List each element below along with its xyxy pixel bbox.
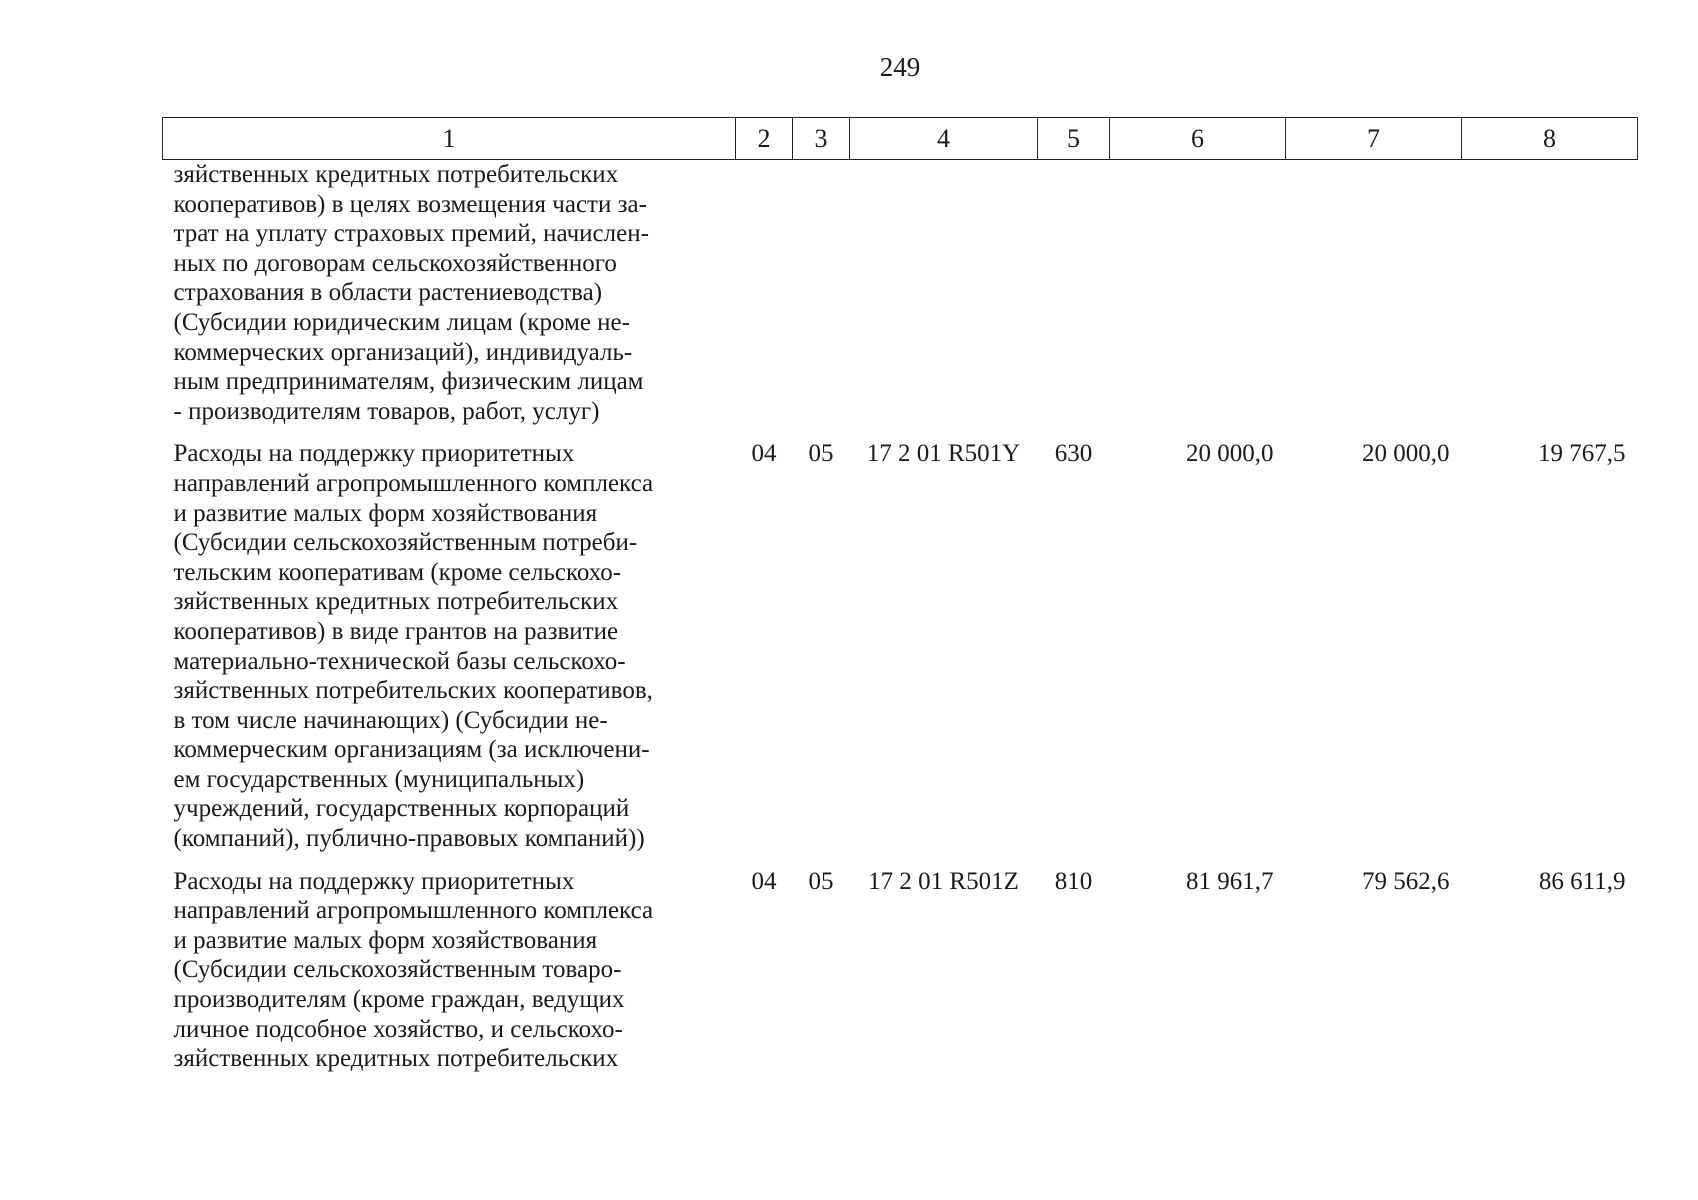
amount-col-6: 81 961,7 [1186, 867, 1274, 895]
target-article-code [850, 160, 1038, 427]
header-col-6: 6 [1110, 118, 1286, 160]
description-line: - производителям товаров, работ, услуг) [173, 397, 600, 425]
description-line: материально-технической базы сельскохо- [173, 647, 626, 675]
description-line: зяйственных кредитных потребительских [173, 588, 619, 616]
page-number: 249 [879, 52, 921, 82]
budget-table [162, 117, 1638, 1074]
amount-col-7: 79 562,6 [1362, 867, 1450, 895]
amount-col-6: 20 000,0 [1186, 440, 1274, 468]
header-col-1: 1 [163, 118, 736, 160]
section-code [736, 160, 793, 427]
header-col-3: 3 [793, 118, 850, 160]
header-col-4: 4 [850, 118, 1038, 160]
description-line: направлений агропромышленного комплекса [173, 897, 654, 925]
table-row [163, 854, 1638, 1074]
description-line: зяйственных кредитных потребительских [173, 1045, 619, 1073]
table-body [163, 160, 1638, 1074]
table-row [163, 160, 1638, 427]
description-line: (компаний), публично-правовых компаний)) [173, 825, 645, 853]
description-line: страхования в области растениеводства) [173, 279, 603, 307]
header-col-7: 7 [1286, 118, 1462, 160]
target-article-code: 17 2 01 R501Y [866, 440, 1021, 468]
amount-col-7 [1286, 160, 1462, 427]
amount-col-8: 19 767,5 [1538, 440, 1626, 468]
description-line: Расходы на поддержку приоритетных [173, 867, 575, 895]
description-line: и развитие малых форм хозяйствования [173, 499, 598, 527]
subsection-code: 05 [808, 867, 834, 895]
subsection-code [793, 160, 850, 427]
header-col-2: 2 [736, 118, 793, 160]
subsection-code: 05 [808, 440, 834, 468]
row-description [163, 854, 736, 1074]
section-code: 04 [751, 440, 777, 468]
section-code: 04 [751, 867, 777, 895]
header-col-8: 8 [1462, 118, 1638, 160]
row-description [163, 160, 736, 427]
amount-col-8 [1462, 160, 1638, 427]
description-line: (Субсидии сельскохозяйственным потреби- [173, 529, 638, 557]
table-row [163, 426, 1638, 853]
description-line: коммерческим организациям (за исключени- [173, 736, 650, 764]
description-line: зяйственных кредитных потребительских [173, 161, 619, 188]
amount-col-7: 20 000,0 [1362, 440, 1450, 468]
description-line: (Субсидии юридическим лицам (кроме не- [173, 308, 630, 336]
expense-type-code: 810 [1054, 867, 1093, 895]
amount-col-8: 86 611,9 [1538, 867, 1626, 895]
description-line: кооперативов) в целях возмещения части за- [173, 190, 647, 218]
table-header [163, 118, 1638, 160]
header-row [163, 118, 1638, 160]
row-description [163, 426, 736, 853]
description-line: ных по договорам сельскохозяйственного [173, 249, 617, 277]
expense-type-code [1038, 160, 1110, 427]
header-col-5: 5 [1038, 118, 1110, 160]
description-line: коммерческих организаций), индивидуаль- [173, 338, 633, 366]
description-line: учреждений, государственных корпораций [173, 795, 630, 823]
description-line: трат на уплату страховых премий, начислен- [173, 220, 649, 248]
description-line: ным предпринимателям, физическим лицам [173, 368, 644, 396]
description-line: ем государственных (муниципальных) [173, 765, 585, 793]
description-line: (Субсидии сельскохозяйственным товаро- [173, 956, 622, 984]
description-line: направлений агропромышленного комплекса [173, 469, 654, 497]
description-line: тельским кооперативам (кроме сельскохо- [173, 558, 622, 586]
description-line: зяйственных потребительских кооперативов, [173, 677, 653, 705]
description-line: производителям (кроме граждан, ведущих [173, 986, 625, 1014]
description-line: в том числе начинающих) (Субсидии не- [173, 706, 608, 734]
description-line: Расходы на поддержку приоритетных [173, 440, 575, 468]
description-line: личное подсобное хозяйство, и сельскохо- [173, 1015, 623, 1043]
expense-type-code: 630 [1054, 440, 1093, 468]
description-line: и развитие малых форм хозяйствования [173, 926, 598, 954]
description-line: кооперативов) в виде грантов на развитие [173, 617, 619, 645]
target-article-code: 17 2 01 R501Z [868, 867, 1019, 895]
amount-col-6 [1110, 160, 1286, 427]
